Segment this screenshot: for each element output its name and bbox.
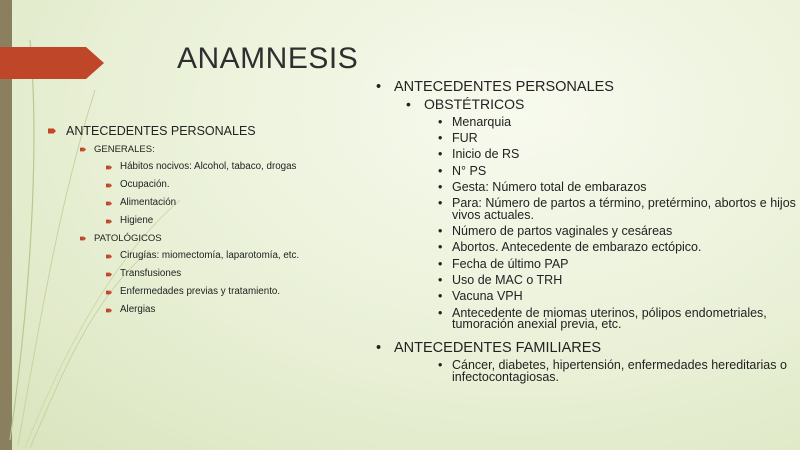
- list-item: [438, 360, 796, 383]
- list-item: [438, 242, 796, 254]
- list-item: [106, 304, 368, 316]
- page-title: ANAMNESIS: [177, 42, 359, 75]
- bullet-icon: •: [438, 224, 443, 239]
- bullet-icon: •: [438, 272, 443, 287]
- generales-subheading: [80, 144, 368, 155]
- list-item: [438, 163, 796, 178]
- list-item: [106, 161, 368, 173]
- arrow-bullet-icon: [106, 165, 112, 170]
- bullet-icon: •: [438, 147, 443, 162]
- list-item-text: Menarquia: [452, 114, 512, 129]
- list-item: [106, 286, 368, 298]
- arrow-bullet-icon: [106, 201, 112, 206]
- list-item: [106, 197, 368, 209]
- arrow-bullet-icon: [80, 236, 86, 241]
- list-item-text: Vacuna VPH: [452, 289, 523, 304]
- list-item: [438, 114, 796, 129]
- bullet-icon: •: [438, 179, 443, 194]
- list-item: [438, 256, 796, 271]
- familiares-label: ANTECEDENTES FAMILIARES: [394, 339, 602, 356]
- list-item-text: Alergias: [120, 304, 156, 315]
- left-heading: [48, 124, 368, 138]
- list-item-text: Fecha de último PAP: [452, 256, 569, 271]
- bullet-icon: •: [438, 114, 443, 129]
- list-item: [438, 305, 796, 332]
- list-item-text: Gesta: Número total de embarazos: [452, 179, 647, 194]
- bullet-icon: •: [438, 131, 443, 146]
- list-item-text: Para: Número de partos a término, pretérmino, abortos e hijos vivos actuales.: [452, 196, 796, 222]
- patologicos-label: PATOLÓGICOS: [94, 233, 162, 244]
- bullet-icon: •: [438, 289, 443, 304]
- list-item-text: Cáncer, diabetes, hipertensión, enfermedades hereditarias o infectocontagiosas.: [452, 358, 787, 384]
- list-item-text: Uso de MAC o TRH: [452, 272, 563, 287]
- title-banner-arrow: [0, 47, 104, 79]
- arrow-bullet-icon: [80, 147, 86, 152]
- arrow-bullet-icon: [106, 254, 112, 259]
- list-item: [438, 291, 796, 303]
- right-heading: [376, 79, 796, 95]
- arrow-bullet-icon: [48, 128, 56, 134]
- obstetricos-label: OBSTÉTRICOS: [424, 96, 525, 112]
- list-item: [438, 272, 796, 287]
- patologicos-subheading: [80, 233, 368, 244]
- list-item-text: Abortos. Antecedente de embarazo ectópico.: [452, 240, 702, 255]
- bullet-icon: •: [438, 256, 443, 271]
- bullet-icon: •: [438, 240, 443, 255]
- generales-label: GENERALES:: [94, 144, 155, 155]
- list-item-text: Cirugías: miomectomía, laparotomía, etc.: [120, 250, 300, 261]
- bullet-icon: •: [438, 196, 443, 211]
- list-item: [438, 198, 796, 221]
- list-item-text: Enfermedades previas y tratamiento.: [120, 286, 281, 297]
- list-item-text: Ocupación.: [120, 179, 170, 190]
- familiares-heading: [376, 340, 796, 356]
- list-item-text: Hábitos nocivos: Alcohol, tabaco, drogas: [120, 161, 297, 172]
- list-item-text: Alimentación: [120, 197, 177, 208]
- list-item-text: FUR: [452, 131, 478, 146]
- bullet-icon: •: [438, 163, 443, 178]
- list-item: [438, 226, 796, 238]
- list-item: [106, 268, 368, 280]
- bullet-icon: •: [406, 96, 411, 112]
- arrow-bullet-icon: [106, 272, 112, 277]
- arrow-bullet-icon: [106, 183, 112, 188]
- left-column: [48, 124, 368, 322]
- arrow-bullet-icon: [106, 219, 112, 224]
- list-item-text: Número de partos vaginales y cesáreas: [452, 224, 673, 239]
- right-column: [376, 79, 796, 383]
- bullet-icon: •: [376, 339, 382, 356]
- arrow-bullet-icon: [106, 290, 112, 295]
- left-heading-label: ANTECEDENTES PERSONALES: [66, 124, 256, 138]
- list-item: [438, 133, 796, 145]
- list-item: [438, 179, 796, 194]
- list-item-text: Inicio de RS: [452, 147, 520, 162]
- bullet-icon: •: [438, 305, 443, 320]
- list-item: [106, 250, 368, 262]
- list-item-text: Transfusiones: [120, 268, 182, 279]
- obstetricos-subheading: [406, 96, 796, 112]
- arrow-bullet-icon: [106, 308, 112, 313]
- list-item: [106, 179, 368, 191]
- bullet-icon: •: [376, 79, 382, 95]
- list-item-text: Higiene: [120, 215, 154, 226]
- list-item-text: Antecedente de miomas uterinos, pólipos endometriales, tumoración anexial previa, etc.: [452, 305, 767, 332]
- list-item: [106, 215, 368, 227]
- right-heading-label: ANTECEDENTES PERSONALES: [394, 79, 614, 95]
- bullet-icon: •: [438, 358, 443, 373]
- list-item-text: N° PS: [452, 163, 487, 178]
- list-item: [438, 149, 796, 161]
